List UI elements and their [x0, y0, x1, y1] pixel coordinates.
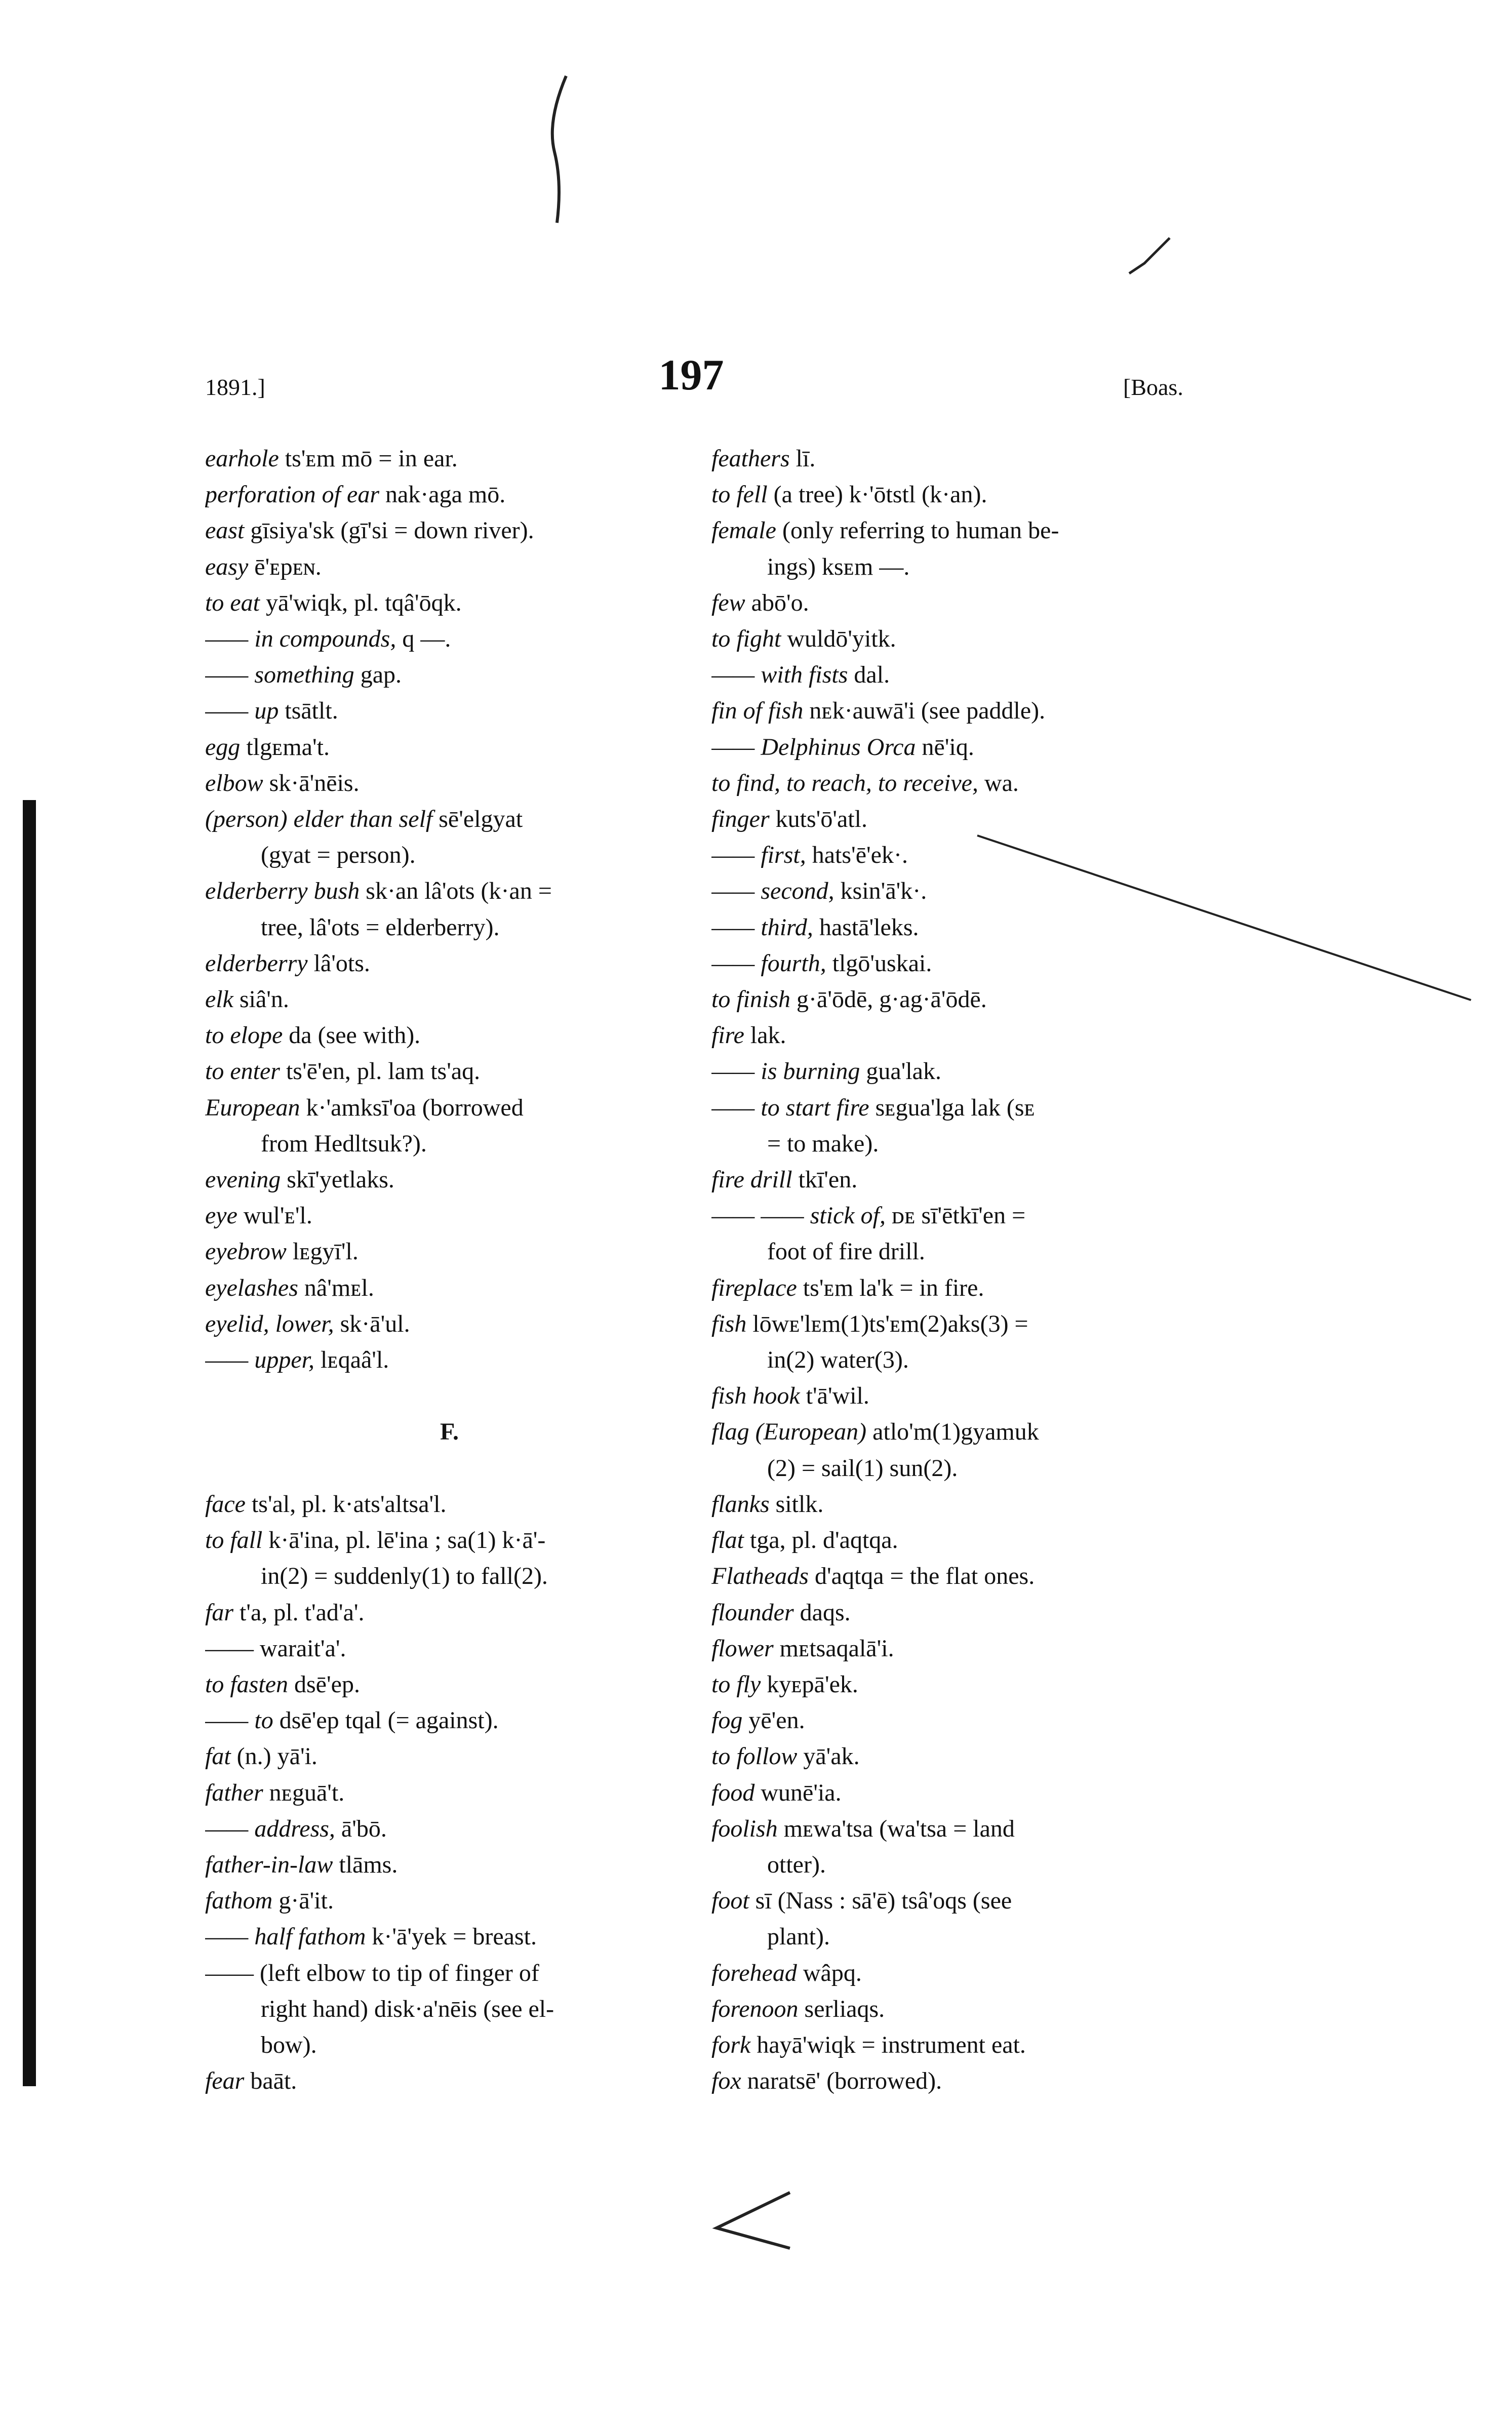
entry-text: ē'ᴇpᴇɴ. — [248, 553, 322, 580]
entry-headword: father-in-law — [205, 1851, 333, 1878]
entry-text: lᴇqaâ'l. — [314, 1346, 389, 1374]
entry-text: (only referring to human be- — [776, 517, 1059, 544]
dictionary-entry — [205, 1017, 694, 1053]
dictionary-entry — [205, 1738, 694, 1774]
entry-text: sk·ā'nēis. — [263, 769, 360, 797]
dictionary-entry — [711, 1270, 1203, 1306]
entry-headword: Flatheads — [711, 1563, 809, 1590]
entry-text: hastā'leks. — [813, 913, 919, 941]
section-heading — [205, 1414, 694, 1450]
entry-headword: —— first, — [711, 842, 806, 869]
entry-headword: elderberry bush — [205, 878, 360, 905]
entry-text: daqs. — [793, 1599, 851, 1626]
entry-text: (n.) yā'i. — [230, 1743, 317, 1770]
entry-headword: —— to — [205, 1707, 273, 1734]
dictionary-entry — [711, 1162, 1203, 1198]
dictionary-entry — [205, 1090, 694, 1126]
dictionary-entry — [205, 1522, 694, 1558]
entry-text: sī (Nass : sā'ē) tsâ'oqs (see — [749, 1887, 1012, 1915]
entry-headword: —— with fists — [711, 661, 848, 689]
dictionary-entry — [205, 1919, 694, 1955]
entry-text: baāt. — [244, 2067, 297, 2095]
entry-text: ts'ᴇm mō = in ear. — [278, 445, 458, 472]
entry-headword: finger — [711, 806, 770, 833]
entry-text: k·'ā'yek = breast. — [366, 1923, 537, 1951]
right-column — [711, 441, 1203, 2099]
entry-headword: fog — [711, 1707, 743, 1734]
entry-headword: fathom — [205, 1887, 273, 1915]
entry-text: tlgō'uskai. — [826, 949, 932, 977]
entry-text: nᴇguā't. — [263, 1779, 345, 1806]
entry-text: lâ'ots. — [307, 949, 370, 977]
entry-text: yā'ak. — [797, 1743, 860, 1770]
dictionary-entry — [711, 801, 1203, 837]
entry-text: ts'ᴇm la'k = in fire. — [797, 1274, 984, 1301]
dictionary-entry — [711, 1811, 1203, 1847]
entry-text: nak·aga mō. — [379, 481, 506, 508]
margin-black-rule — [23, 800, 36, 2086]
entry-headword: flounder — [711, 1599, 794, 1626]
dictionary-entry — [205, 873, 694, 909]
entry-headword: to fight — [711, 625, 781, 653]
entry-text: tkī'en. — [792, 1166, 858, 1193]
entry-headword: fox — [711, 2067, 741, 2095]
dictionary-entry — [711, 1738, 1203, 1774]
entry-text: ā'bō. — [335, 1815, 387, 1842]
dictionary-entry — [205, 1630, 694, 1666]
entry-headword: earhole — [205, 445, 279, 472]
dictionary-entry — [711, 441, 1203, 476]
entry-text: in(2) = suddenly(1) to fall(2). — [261, 1563, 548, 1590]
dictionary-entry — [711, 693, 1203, 729]
entry-headword: —— upper, — [205, 1346, 315, 1374]
pencil-stroke-top-left — [552, 76, 566, 223]
entry-text: lᴇgyī'l. — [286, 1238, 359, 1265]
dictionary-entry — [711, 1595, 1203, 1630]
entry-headword: flag (European) — [711, 1418, 867, 1446]
entry-text: hats'ē'ek·. — [806, 842, 908, 869]
dictionary-entry — [711, 2063, 1203, 2099]
dictionary-entry — [205, 1162, 694, 1198]
entry-headword: —— —— stick of, — [711, 1202, 886, 1229]
entry-headword: to elope — [205, 1022, 283, 1049]
dictionary-entry — [205, 621, 694, 657]
entry-text: naratsē' (borrowed). — [741, 2067, 942, 2095]
dictionary-entry — [205, 1955, 694, 1991]
dictionary-entry — [711, 909, 1203, 945]
entry-headword: fish hook — [711, 1382, 800, 1410]
dictionary-entry — [205, 1378, 694, 1414]
entry-text: = to make). — [767, 1130, 879, 1157]
dictionary-entry — [205, 1847, 694, 1883]
entry-text: t'a, pl. t'ad'a'. — [233, 1599, 365, 1626]
entry-text: yā'wiqk, pl. tqâ'ōqk. — [259, 589, 462, 616]
entry-headword: to find, to reach, to receive, — [711, 769, 978, 797]
entry-text: sk·an lâ'ots (k·an = — [360, 878, 552, 905]
dictionary-entry — [205, 1666, 694, 1702]
dictionary-entry — [205, 945, 694, 981]
dictionary-entry — [205, 1342, 694, 1378]
entry-headword: —— is burning — [711, 1058, 860, 1085]
dictionary-entry — [205, 981, 694, 1017]
entry-text: (a tree) k·'ōtstl (k·an). — [767, 481, 987, 508]
dictionary-entry — [711, 512, 1203, 548]
entry-text: siâ'n. — [233, 986, 289, 1013]
entry-text: gua'lak. — [860, 1058, 941, 1085]
entry-text: nē'iq. — [916, 733, 974, 761]
entry-text: tsātlt. — [278, 697, 338, 725]
dictionary-entry — [711, 2027, 1203, 2063]
entry-continuation — [205, 837, 694, 873]
entry-headword: east — [205, 517, 245, 544]
entry-text: right hand) disk·a'nēis (see el- — [261, 1995, 554, 2022]
entry-headword: to fasten — [205, 1670, 288, 1698]
entry-headword: fin of fish — [711, 697, 804, 725]
entry-headword: flat — [711, 1527, 744, 1554]
entry-headword: eye — [205, 1202, 237, 1229]
entry-text: dsē'ep. — [288, 1670, 360, 1698]
entry-text: mᴇtsaqalā'i. — [773, 1635, 894, 1662]
entry-headword: food — [711, 1779, 755, 1806]
dictionary-entry — [711, 621, 1203, 657]
entry-text: lī. — [789, 445, 816, 472]
dictionary-entry — [205, 1883, 694, 1919]
dictionary-entry — [711, 657, 1203, 693]
entry-headword: to eat — [205, 589, 260, 616]
entry-text: hayā'wiqk = instrument eat. — [750, 2031, 1026, 2058]
entry-headword: elk — [205, 986, 233, 1013]
running-header-author: [Boas. — [1123, 374, 1183, 400]
entry-headword: to fall — [205, 1527, 263, 1554]
left-column — [205, 441, 694, 2099]
entry-text: k·ā'ina, pl. lē'ina ; sa(1) k·ā'- — [262, 1527, 546, 1554]
entry-headword: to finish — [711, 986, 791, 1013]
dictionary-entry — [711, 1053, 1203, 1089]
entry-headword: father — [205, 1779, 263, 1806]
entry-headword: egg — [205, 733, 241, 761]
entry-headword: —— to start fire — [711, 1094, 869, 1121]
entry-continuation — [711, 1450, 1203, 1486]
entry-headword: —— third, — [711, 913, 813, 941]
entry-headword: —— fourth, — [711, 949, 826, 977]
entry-text: da (see with). — [283, 1022, 421, 1049]
entry-continuation — [711, 1847, 1203, 1883]
entry-text: lak. — [744, 1022, 786, 1049]
dictionary-entry — [205, 693, 694, 729]
entry-continuation — [205, 909, 694, 945]
entry-text: ts'al, pl. k·ats'altsa'l. — [245, 1490, 447, 1518]
dictionary-entry — [711, 585, 1203, 621]
entry-continuation — [711, 1342, 1203, 1378]
running-header-year: 1891.] — [205, 374, 265, 400]
dictionary-entry — [205, 1486, 694, 1522]
dictionary-entry — [711, 1522, 1203, 1558]
entry-headword: to fell — [711, 481, 768, 508]
entry-continuation — [205, 1558, 694, 1594]
entry-headword: forehead — [711, 1959, 797, 1986]
entry-continuation — [711, 549, 1203, 585]
entry-text: gīsiya'sk (gī'si = down river). — [244, 517, 534, 544]
dictionary-entry — [711, 1666, 1203, 1702]
entry-text: ts'ē'en, pl. lam ts'aq. — [280, 1058, 481, 1085]
entry-text: serliaqs. — [798, 1995, 885, 2022]
dictionary-entry — [205, 585, 694, 621]
entry-text: sk·ā'ul. — [334, 1310, 410, 1337]
entry-headword: flower — [711, 1635, 774, 1662]
entry-text: dal. — [848, 661, 890, 689]
entry-continuation — [711, 1126, 1203, 1162]
entry-headword: few — [711, 589, 745, 616]
dictionary-entry — [711, 1378, 1203, 1414]
dictionary-entry — [205, 765, 694, 801]
entry-text: dsē'ep tqal (= against). — [273, 1707, 499, 1734]
dictionary-entry — [205, 1306, 694, 1342]
entry-text: yē'en. — [742, 1707, 805, 1734]
entry-headword: to follow — [711, 1743, 798, 1770]
entry-text: otter). — [767, 1851, 826, 1878]
entry-headword: perforation of ear — [205, 481, 379, 508]
entry-text: ᴅᴇ sī'ētkī'en = — [886, 1202, 1026, 1229]
dictionary-entry — [205, 657, 694, 693]
entry-continuation — [711, 1233, 1203, 1269]
dictionary-entry — [205, 1270, 694, 1306]
entry-text: tree, lâ'ots = elderberry). — [261, 913, 500, 941]
entry-headword: eyelashes — [205, 1274, 298, 1301]
dictionary-entry — [205, 549, 694, 585]
entry-text: lōwᴇ'lᴇm(1)ts'ᴇm(2)aks(3) = — [746, 1310, 1028, 1337]
entry-text: kuts'ō'atl. — [769, 806, 867, 833]
entry-text: —— warait'a'. — [205, 1635, 346, 1662]
entry-headword: foot — [711, 1887, 749, 1915]
dictionary-entry — [205, 1775, 694, 1811]
entry-text: wunē'ia. — [754, 1779, 842, 1806]
entry-text: sē'elgyat — [432, 806, 523, 833]
entry-text: ksin'ā'k·. — [834, 878, 927, 905]
entry-headword: flanks — [711, 1490, 770, 1518]
entry-text: nᴇk·auwā'i (see paddle). — [803, 697, 1046, 725]
entry-continuation — [205, 1991, 694, 2027]
entry-headword: —— something — [205, 661, 354, 689]
entry-text: wul'ᴇ'l. — [237, 1202, 312, 1229]
entry-headword: far — [205, 1599, 234, 1626]
entry-text: d'aqtqa = the flat ones. — [808, 1563, 1035, 1590]
dictionary-entry — [711, 1775, 1203, 1811]
entry-headword: European — [205, 1094, 300, 1121]
entry-headword: fork — [711, 2031, 751, 2058]
dictionary-entry — [205, 476, 694, 512]
entry-headword: fire drill — [711, 1166, 792, 1193]
entry-text: g·ā'it. — [272, 1887, 334, 1915]
dictionary-entry — [205, 1702, 694, 1738]
dictionary-entry — [205, 1450, 694, 1486]
dictionary-entry — [711, 1198, 1203, 1233]
entry-text: g·ā'ōdē, g·ag·ā'ōdē. — [790, 986, 987, 1013]
dictionary-entry — [205, 441, 694, 476]
entry-text: in(2) water(3). — [767, 1346, 909, 1374]
entry-headword: foolish — [711, 1815, 778, 1842]
entry-text: (2) = sail(1) sun(2). — [767, 1454, 958, 1482]
entry-text: wuldō'yitk. — [781, 625, 896, 653]
dictionary-entry — [711, 476, 1203, 512]
entry-headword: fireplace — [711, 1274, 797, 1301]
dictionary-entry — [711, 1090, 1203, 1126]
entry-text: k·'amksī'oa (borrowed — [300, 1094, 524, 1121]
dictionary-entry — [711, 765, 1203, 801]
entry-text: F. — [440, 1418, 459, 1446]
entry-text: from Hedltsuk?). — [261, 1130, 427, 1157]
entry-text: tga, pl. d'aqtqa. — [744, 1527, 898, 1554]
dictionary-entry — [205, 1595, 694, 1630]
entry-headword: fear — [205, 2067, 245, 2095]
entry-text: bow). — [261, 2031, 317, 2058]
entry-headword: feathers — [711, 445, 790, 472]
dictionary-entry — [205, 729, 694, 765]
entry-text: wâpq. — [797, 1959, 862, 1986]
entry-headword: easy — [205, 553, 249, 580]
entry-headword: (person) elder than self — [205, 806, 433, 833]
dictionary-entry — [205, 1053, 694, 1089]
entry-text: q —. — [396, 625, 451, 653]
dictionary-entry — [711, 873, 1203, 909]
entry-headword: eyelid, lower, — [205, 1310, 334, 1337]
dictionary-entry — [205, 1811, 694, 1847]
entry-text: nâ'mᴇl. — [298, 1274, 374, 1301]
entry-text: plant). — [767, 1923, 830, 1951]
entry-continuation — [205, 1126, 694, 1162]
dictionary-entry — [711, 1306, 1203, 1342]
entry-headword: —— in compounds, — [205, 625, 396, 653]
entry-text: (gyat = person). — [261, 842, 416, 869]
dictionary-entry — [711, 1558, 1203, 1594]
entry-text: tlgᴇma't. — [240, 733, 330, 761]
dictionary-entry — [205, 512, 694, 548]
dictionary-entry — [205, 801, 694, 837]
entry-headword: forenoon — [711, 1995, 799, 2022]
entry-text: ings) ksᴇm —. — [767, 553, 910, 580]
entry-text: kyᴇpā'ek. — [761, 1670, 858, 1698]
entry-continuation — [205, 2027, 694, 2063]
dictionary-entry — [711, 1017, 1203, 1053]
entry-text: —— (left elbow to tip of finger of — [205, 1959, 539, 1986]
entry-headword: —— up — [205, 697, 279, 725]
dictionary-entry — [711, 1991, 1203, 2027]
dictionary-entry — [711, 1883, 1203, 1919]
dictionary-entry — [711, 1630, 1203, 1666]
entry-continuation — [711, 1919, 1203, 1955]
entry-headword: elbow — [205, 769, 263, 797]
entry-headword: elderberry — [205, 949, 308, 977]
pencil-stroke-top-right — [1129, 238, 1170, 273]
entry-headword: fire — [711, 1022, 744, 1049]
entry-text: wa. — [978, 769, 1019, 797]
dictionary-entry — [711, 729, 1203, 765]
entry-headword: fish — [711, 1310, 747, 1337]
dictionary-entry — [205, 1198, 694, 1233]
entry-headword: to enter — [205, 1058, 280, 1085]
entry-headword: evening — [205, 1166, 281, 1193]
entry-headword: female — [711, 517, 776, 544]
entry-headword: to fly — [711, 1670, 761, 1698]
page-number: 197 — [658, 350, 724, 399]
entry-text: sitlk. — [769, 1490, 824, 1518]
pencil-stroke-bottom — [717, 2193, 790, 2248]
dictionary-entry — [711, 945, 1203, 981]
dictionary-entry — [711, 1702, 1203, 1738]
entry-text: tlāms. — [333, 1851, 398, 1878]
entry-text: t'ā'wil. — [800, 1382, 869, 1410]
entry-text: skī'yetlaks. — [281, 1166, 394, 1193]
entry-text: mᴇwa'tsa (wa'tsa = land — [777, 1815, 1015, 1842]
entry-headword: face — [205, 1490, 246, 1518]
dictionary-entry — [711, 1955, 1203, 1991]
entry-headword: —— second, — [711, 878, 834, 905]
entry-text: foot of fire drill. — [767, 1238, 925, 1265]
entry-headword: eyebrow — [205, 1238, 287, 1265]
entry-headword: —— half fathom — [205, 1923, 366, 1951]
entry-text: gap. — [354, 661, 402, 689]
dictionary-entry — [205, 2063, 694, 2099]
entry-text: sᴇgua'lga lak (sᴇ — [869, 1094, 1035, 1121]
dictionary-entry — [205, 1233, 694, 1269]
entry-headword: —— address, — [205, 1815, 335, 1842]
entry-text: abō'o. — [745, 589, 809, 616]
dictionary-entry — [711, 1414, 1203, 1450]
dictionary-entry — [711, 1486, 1203, 1522]
entry-headword: —— Delphinus Orca — [711, 733, 916, 761]
entry-headword: fat — [205, 1743, 231, 1770]
entry-text: atlo'm(1)gyamuk — [866, 1418, 1039, 1446]
dictionary-entry — [711, 981, 1203, 1017]
dictionary-entry — [711, 837, 1203, 873]
